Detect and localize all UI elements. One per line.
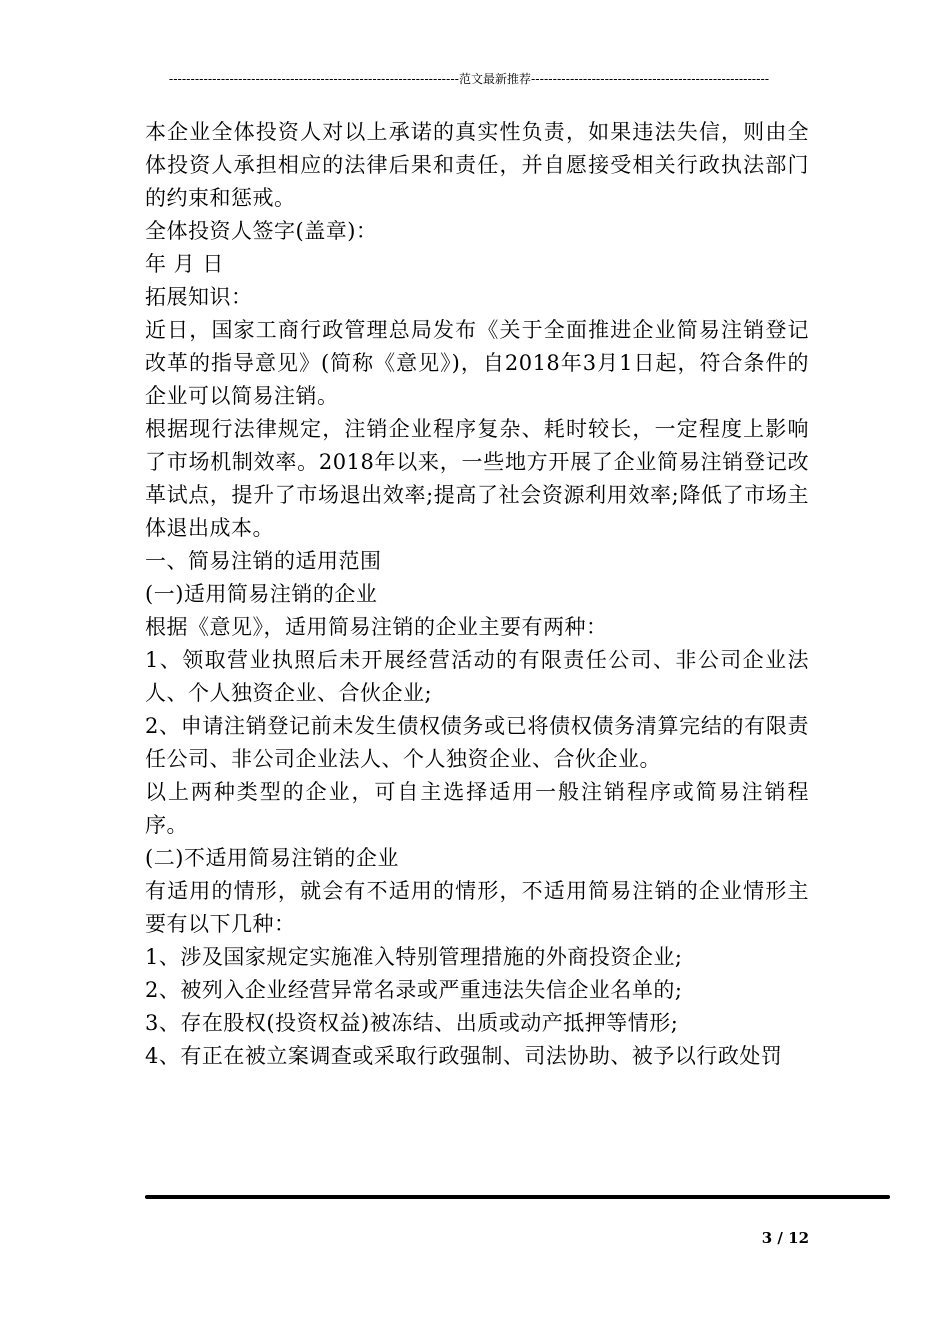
footer-divider xyxy=(145,1195,890,1199)
paragraph-background: 根据现行法律规定，注销企业程序复杂、耗时较长，一定程度上影响了市场机制效率。2018年以来，一些地方开展了企业简易注销登记改革试点，提升了市场退出效率;提高了社会资源利用效率;降低了市场主体退出成本。 xyxy=(145,417,809,540)
paragraph-signature: 全体投资人签字(盖章)： xyxy=(145,219,378,243)
list-item: 1、领取营业执照后未开展经营活动的有限责任公司、非公司企业法人、个人独资企业、合伙企业; xyxy=(145,648,809,705)
paragraph-intro: 近日，国家工商行政管理总局发布《关于全面推进企业简易注销登记改革的指导意见》(简称《意见》)，自2018年3月1日起，符合条件的企业可以简易注销。 xyxy=(145,318,809,408)
document-body xyxy=(145,116,809,1073)
list-item: 4、有正在被立案调查或采取行政强制、司法协助、被予以行政处罚 xyxy=(145,1044,783,1068)
subsection-heading-2: (二)不适用简易注销的企业 xyxy=(145,846,399,870)
subsection-heading-1: (一)适用简易注销的企业 xyxy=(145,582,378,606)
paragraph-not-applicable: 有适用的情形，就会有不适用的情形，不适用简易注销的企业情形主要有以下几种： xyxy=(145,879,809,936)
list-item: 2、被列入企业经营异常名录或严重违法失信企业名单的; xyxy=(145,978,683,1002)
paragraph-extended-knowledge: 拓展知识： xyxy=(145,285,253,309)
list-item: 3、存在股权(投资权益)被冻结、出质或动产抵押等情形; xyxy=(145,1011,679,1035)
list-item: 1、涉及国家规定实施准入特别管理措施的外商投资企业; xyxy=(145,945,683,969)
list-item: 2、申请注销登记前未发生债权债务或已将债权债务清算完结的有限责任公司、非公司企业法人、个人独资企业、合伙企业。 xyxy=(145,714,809,771)
paragraph-choice: 以上两种类型的企业，可自主选择适用一般注销程序或简易注销程序。 xyxy=(145,780,809,837)
paragraph-commitment: 本企业全体投资人对以上承诺的真实性负责，如果违法失信，则由全体投资人承担相应的法律后果和责任，并自愿接受相关行政执法部门的约束和惩戒。 xyxy=(145,120,809,210)
paragraph-two-types: 根据《意见》，适用简易注销的企业主要有两种： xyxy=(145,615,608,639)
paragraph-date: 年 月 日 xyxy=(145,252,224,276)
page-number: 3 / 12 xyxy=(761,1229,809,1247)
page-header: -------------------------------------------------------------------范文最新推荐------------------------------------------------------- xyxy=(168,72,770,86)
section-heading-1: 一、简易注销的适用范围 xyxy=(145,549,382,573)
